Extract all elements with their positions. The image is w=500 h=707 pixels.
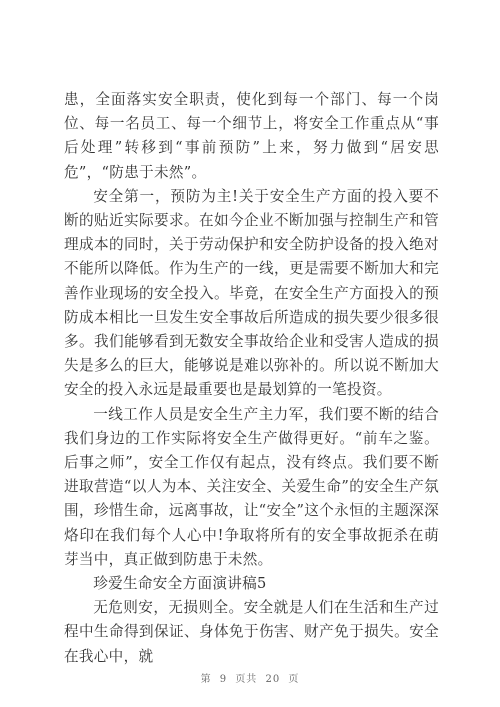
page-footer	[0, 670, 500, 685]
paragraph-2: 安全第一，预防为主!关于安全生产方面的投入要不断的贴近实际要求。在如今企业不断加强与控制生产和管理成本的同时，关于劳动保护和安全防护设备的投入绝对不能所以降低。作为生产的一线，更是需要不断加大和完善作业现场的安全投入。毕竟，在安全生产方面投入的预防成本相比一旦发生安全事故后所造成的损失要少很多很多。我们能够看到无数安全事故给企业和受害人造成的损失是多么的巨大，能够说是难以弥补的。所以说不断加大安全的投入永远是最重要也是最划算的一笔投资。	[64, 187, 439, 399]
paragraph-3: 一线工作人员是安全生产主力军，我们要不断的结合我们身边的工作实际将安全生产做得更好。“前车之鉴。后事之师”，安全工作仅有起点，没有终点。我们要不断进取营造“以人为本、关注安全、关爱生命”的安全生产氛围，珍惜生命，远离事故，让“安全”这个永恒的主题深深烙印在我们每个人心中!争取将所有的安全事故扼杀在萌芽当中，真正做到防患于未然。	[64, 405, 439, 568]
footer-page-number: 9	[219, 674, 228, 685]
document-body	[64, 88, 439, 669]
paragraph-1: 患，全面落实安全职责，使化到每一个部门、每一个岗位、每一名员工、每一个细节上，将安全工作重点从“事后处理”转移到“事前预防”上来，努力做到“居安思危”，“防患于未然”。	[64, 91, 439, 181]
footer-middle: 页共	[235, 674, 258, 685]
footer-prefix: 第	[200, 674, 212, 685]
footer-total-pages: 20	[265, 674, 281, 685]
section-heading: 珍爱生命安全方面演讲稿5	[93, 575, 267, 593]
paragraph-4: 无危则安，无损则全。安全就是人们在生活和生产过程中生命得到保证、身体免于伤害、财产免于损失。安全在我心中，就	[64, 599, 439, 665]
footer-suffix: 页	[288, 674, 300, 685]
